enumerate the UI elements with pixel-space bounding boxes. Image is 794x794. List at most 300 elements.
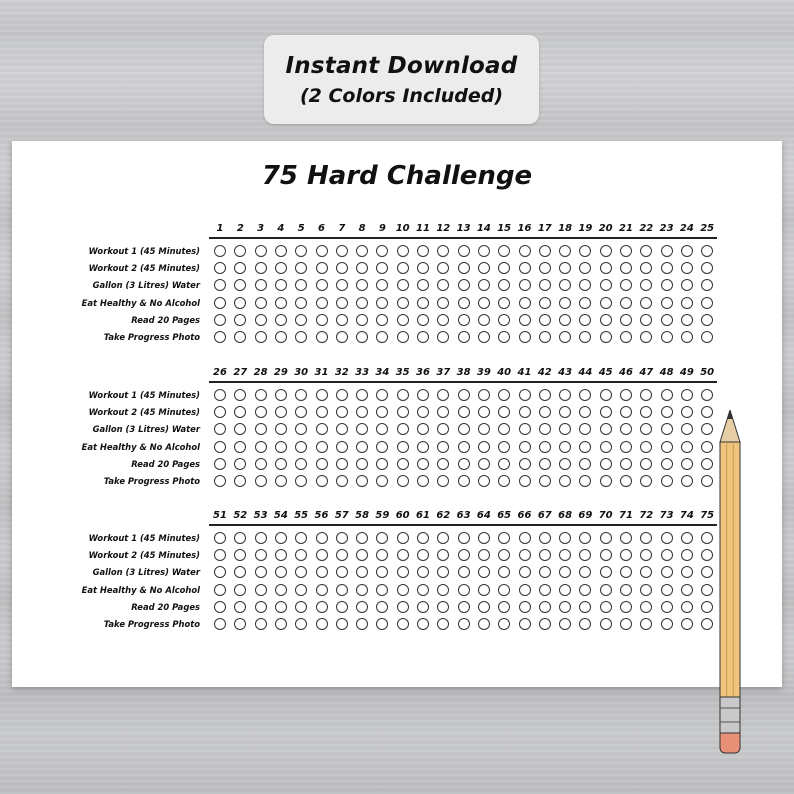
- day-checkbox[interactable]: [275, 245, 287, 257]
- day-checkbox[interactable]: [681, 297, 693, 309]
- day-checkbox[interactable]: [255, 532, 267, 544]
- day-checkbox[interactable]: [640, 423, 652, 435]
- day-checkbox[interactable]: [681, 584, 693, 596]
- day-checkbox[interactable]: [397, 279, 409, 291]
- day-checkbox[interactable]: [316, 549, 328, 561]
- day-checkbox[interactable]: [356, 584, 368, 596]
- day-checkbox[interactable]: [437, 532, 449, 544]
- day-checkbox[interactable]: [661, 406, 673, 418]
- day-checkbox[interactable]: [437, 441, 449, 453]
- day-checkbox[interactable]: [417, 314, 429, 326]
- day-checkbox[interactable]: [255, 406, 267, 418]
- day-checkbox[interactable]: [519, 423, 531, 435]
- day-checkbox[interactable]: [661, 601, 673, 613]
- day-checkbox[interactable]: [681, 549, 693, 561]
- day-checkbox[interactable]: [519, 566, 531, 578]
- day-checkbox[interactable]: [701, 458, 713, 470]
- day-checkbox[interactable]: [234, 532, 246, 544]
- day-checkbox[interactable]: [214, 245, 226, 257]
- day-checkbox[interactable]: [255, 279, 267, 291]
- day-checkbox[interactable]: [701, 262, 713, 274]
- day-checkbox[interactable]: [376, 532, 388, 544]
- day-checkbox[interactable]: [295, 566, 307, 578]
- day-checkbox[interactable]: [275, 566, 287, 578]
- day-checkbox[interactable]: [701, 475, 713, 487]
- day-checkbox[interactable]: [234, 458, 246, 470]
- day-checkbox[interactable]: [559, 458, 571, 470]
- day-checkbox[interactable]: [275, 584, 287, 596]
- day-checkbox[interactable]: [295, 618, 307, 630]
- day-checkbox[interactable]: [356, 532, 368, 544]
- day-checkbox[interactable]: [255, 549, 267, 561]
- day-checkbox[interactable]: [640, 584, 652, 596]
- day-checkbox[interactable]: [600, 389, 612, 401]
- day-checkbox[interactable]: [478, 279, 490, 291]
- day-checkbox[interactable]: [620, 458, 632, 470]
- day-checkbox[interactable]: [397, 458, 409, 470]
- day-checkbox[interactable]: [681, 458, 693, 470]
- day-checkbox[interactable]: [234, 245, 246, 257]
- day-checkbox[interactable]: [275, 601, 287, 613]
- day-checkbox[interactable]: [397, 549, 409, 561]
- day-checkbox[interactable]: [275, 389, 287, 401]
- day-checkbox[interactable]: [620, 532, 632, 544]
- day-checkbox[interactable]: [498, 406, 510, 418]
- day-checkbox[interactable]: [661, 618, 673, 630]
- day-checkbox[interactable]: [600, 532, 612, 544]
- day-checkbox[interactable]: [681, 475, 693, 487]
- day-checkbox[interactable]: [620, 475, 632, 487]
- day-checkbox[interactable]: [376, 566, 388, 578]
- day-checkbox[interactable]: [681, 601, 693, 613]
- day-checkbox[interactable]: [498, 331, 510, 343]
- day-checkbox[interactable]: [620, 423, 632, 435]
- day-checkbox[interactable]: [640, 549, 652, 561]
- day-checkbox[interactable]: [336, 584, 348, 596]
- day-checkbox[interactable]: [519, 549, 531, 561]
- day-checkbox[interactable]: [234, 262, 246, 274]
- day-checkbox[interactable]: [437, 475, 449, 487]
- day-checkbox[interactable]: [498, 441, 510, 453]
- day-checkbox[interactable]: [316, 262, 328, 274]
- day-checkbox[interactable]: [478, 618, 490, 630]
- day-checkbox[interactable]: [275, 549, 287, 561]
- day-checkbox[interactable]: [458, 245, 470, 257]
- day-checkbox[interactable]: [519, 389, 531, 401]
- day-checkbox[interactable]: [519, 297, 531, 309]
- day-checkbox[interactable]: [376, 406, 388, 418]
- day-checkbox[interactable]: [640, 389, 652, 401]
- day-checkbox[interactable]: [600, 331, 612, 343]
- day-checkbox[interactable]: [376, 245, 388, 257]
- day-checkbox[interactable]: [458, 475, 470, 487]
- day-checkbox[interactable]: [234, 279, 246, 291]
- day-checkbox[interactable]: [316, 314, 328, 326]
- day-checkbox[interactable]: [579, 279, 591, 291]
- day-checkbox[interactable]: [437, 423, 449, 435]
- day-checkbox[interactable]: [376, 458, 388, 470]
- day-checkbox[interactable]: [681, 389, 693, 401]
- day-checkbox[interactable]: [356, 566, 368, 578]
- day-checkbox[interactable]: [376, 423, 388, 435]
- day-checkbox[interactable]: [559, 549, 571, 561]
- day-checkbox[interactable]: [519, 262, 531, 274]
- day-checkbox[interactable]: [539, 532, 551, 544]
- day-checkbox[interactable]: [458, 297, 470, 309]
- day-checkbox[interactable]: [417, 532, 429, 544]
- day-checkbox[interactable]: [478, 423, 490, 435]
- day-checkbox[interactable]: [458, 279, 470, 291]
- day-checkbox[interactable]: [519, 406, 531, 418]
- day-checkbox[interactable]: [701, 549, 713, 561]
- day-checkbox[interactable]: [356, 279, 368, 291]
- day-checkbox[interactable]: [579, 389, 591, 401]
- day-checkbox[interactable]: [397, 245, 409, 257]
- day-checkbox[interactable]: [661, 441, 673, 453]
- day-checkbox[interactable]: [356, 441, 368, 453]
- day-checkbox[interactable]: [417, 331, 429, 343]
- day-checkbox[interactable]: [539, 245, 551, 257]
- day-checkbox[interactable]: [539, 458, 551, 470]
- day-checkbox[interactable]: [437, 458, 449, 470]
- day-checkbox[interactable]: [255, 331, 267, 343]
- day-checkbox[interactable]: [336, 549, 348, 561]
- day-checkbox[interactable]: [458, 314, 470, 326]
- day-checkbox[interactable]: [376, 475, 388, 487]
- day-checkbox[interactable]: [478, 458, 490, 470]
- day-checkbox[interactable]: [214, 549, 226, 561]
- day-checkbox[interactable]: [519, 458, 531, 470]
- day-checkbox[interactable]: [498, 297, 510, 309]
- day-checkbox[interactable]: [519, 532, 531, 544]
- day-checkbox[interactable]: [417, 423, 429, 435]
- day-checkbox[interactable]: [620, 245, 632, 257]
- day-checkbox[interactable]: [458, 566, 470, 578]
- day-checkbox[interactable]: [458, 406, 470, 418]
- day-checkbox[interactable]: [397, 423, 409, 435]
- day-checkbox[interactable]: [559, 245, 571, 257]
- day-checkbox[interactable]: [661, 475, 673, 487]
- day-checkbox[interactable]: [498, 458, 510, 470]
- day-checkbox[interactable]: [417, 279, 429, 291]
- day-checkbox[interactable]: [214, 389, 226, 401]
- day-checkbox[interactable]: [579, 566, 591, 578]
- day-checkbox[interactable]: [701, 532, 713, 544]
- day-checkbox[interactable]: [417, 441, 429, 453]
- day-checkbox[interactable]: [397, 618, 409, 630]
- day-checkbox[interactable]: [397, 566, 409, 578]
- day-checkbox[interactable]: [519, 245, 531, 257]
- day-checkbox[interactable]: [559, 601, 571, 613]
- day-checkbox[interactable]: [376, 441, 388, 453]
- day-checkbox[interactable]: [336, 618, 348, 630]
- day-checkbox[interactable]: [417, 262, 429, 274]
- day-checkbox[interactable]: [295, 406, 307, 418]
- day-checkbox[interactable]: [519, 601, 531, 613]
- day-checkbox[interactable]: [397, 584, 409, 596]
- day-checkbox[interactable]: [437, 245, 449, 257]
- day-checkbox[interactable]: [417, 389, 429, 401]
- day-checkbox[interactable]: [478, 441, 490, 453]
- day-checkbox[interactable]: [316, 601, 328, 613]
- day-checkbox[interactable]: [255, 441, 267, 453]
- day-checkbox[interactable]: [234, 475, 246, 487]
- day-checkbox[interactable]: [478, 331, 490, 343]
- day-checkbox[interactable]: [640, 532, 652, 544]
- day-checkbox[interactable]: [295, 441, 307, 453]
- day-checkbox[interactable]: [336, 532, 348, 544]
- day-checkbox[interactable]: [640, 297, 652, 309]
- day-checkbox[interactable]: [458, 441, 470, 453]
- day-checkbox[interactable]: [640, 618, 652, 630]
- day-checkbox[interactable]: [559, 279, 571, 291]
- day-checkbox[interactable]: [539, 406, 551, 418]
- day-checkbox[interactable]: [519, 584, 531, 596]
- day-checkbox[interactable]: [701, 389, 713, 401]
- day-checkbox[interactable]: [316, 618, 328, 630]
- day-checkbox[interactable]: [437, 601, 449, 613]
- day-checkbox[interactable]: [681, 245, 693, 257]
- day-checkbox[interactable]: [498, 389, 510, 401]
- day-checkbox[interactable]: [620, 262, 632, 274]
- day-checkbox[interactable]: [397, 314, 409, 326]
- day-checkbox[interactable]: [701, 406, 713, 418]
- day-checkbox[interactable]: [255, 389, 267, 401]
- day-checkbox[interactable]: [600, 549, 612, 561]
- day-checkbox[interactable]: [316, 441, 328, 453]
- day-checkbox[interactable]: [356, 618, 368, 630]
- day-checkbox[interactable]: [559, 441, 571, 453]
- day-checkbox[interactable]: [478, 262, 490, 274]
- day-checkbox[interactable]: [255, 584, 267, 596]
- day-checkbox[interactable]: [539, 297, 551, 309]
- day-checkbox[interactable]: [620, 584, 632, 596]
- day-checkbox[interactable]: [376, 389, 388, 401]
- day-checkbox[interactable]: [214, 279, 226, 291]
- day-checkbox[interactable]: [234, 549, 246, 561]
- day-checkbox[interactable]: [316, 406, 328, 418]
- day-checkbox[interactable]: [559, 618, 571, 630]
- day-checkbox[interactable]: [681, 262, 693, 274]
- day-checkbox[interactable]: [295, 532, 307, 544]
- day-checkbox[interactable]: [681, 618, 693, 630]
- day-checkbox[interactable]: [701, 423, 713, 435]
- day-checkbox[interactable]: [579, 245, 591, 257]
- day-checkbox[interactable]: [600, 475, 612, 487]
- day-checkbox[interactable]: [519, 441, 531, 453]
- day-checkbox[interactable]: [417, 584, 429, 596]
- day-checkbox[interactable]: [275, 297, 287, 309]
- day-checkbox[interactable]: [539, 566, 551, 578]
- day-checkbox[interactable]: [295, 475, 307, 487]
- day-checkbox[interactable]: [640, 601, 652, 613]
- day-checkbox[interactable]: [458, 389, 470, 401]
- day-checkbox[interactable]: [295, 297, 307, 309]
- day-checkbox[interactable]: [214, 406, 226, 418]
- day-checkbox[interactable]: [376, 262, 388, 274]
- day-checkbox[interactable]: [295, 279, 307, 291]
- day-checkbox[interactable]: [681, 406, 693, 418]
- day-checkbox[interactable]: [600, 406, 612, 418]
- day-checkbox[interactable]: [498, 475, 510, 487]
- day-checkbox[interactable]: [478, 245, 490, 257]
- day-checkbox[interactable]: [498, 279, 510, 291]
- day-checkbox[interactable]: [478, 532, 490, 544]
- day-checkbox[interactable]: [275, 314, 287, 326]
- day-checkbox[interactable]: [397, 601, 409, 613]
- day-checkbox[interactable]: [336, 406, 348, 418]
- day-checkbox[interactable]: [620, 566, 632, 578]
- day-checkbox[interactable]: [579, 458, 591, 470]
- day-checkbox[interactable]: [214, 423, 226, 435]
- day-checkbox[interactable]: [478, 566, 490, 578]
- day-checkbox[interactable]: [661, 279, 673, 291]
- day-checkbox[interactable]: [214, 458, 226, 470]
- day-checkbox[interactable]: [701, 566, 713, 578]
- day-checkbox[interactable]: [316, 566, 328, 578]
- day-checkbox[interactable]: [275, 262, 287, 274]
- day-checkbox[interactable]: [600, 458, 612, 470]
- day-checkbox[interactable]: [376, 584, 388, 596]
- day-checkbox[interactable]: [579, 618, 591, 630]
- day-checkbox[interactable]: [498, 618, 510, 630]
- day-checkbox[interactable]: [417, 549, 429, 561]
- day-checkbox[interactable]: [316, 475, 328, 487]
- day-checkbox[interactable]: [397, 406, 409, 418]
- day-checkbox[interactable]: [376, 279, 388, 291]
- day-checkbox[interactable]: [559, 566, 571, 578]
- day-checkbox[interactable]: [397, 262, 409, 274]
- day-checkbox[interactable]: [397, 297, 409, 309]
- day-checkbox[interactable]: [681, 279, 693, 291]
- day-checkbox[interactable]: [539, 584, 551, 596]
- day-checkbox[interactable]: [336, 331, 348, 343]
- day-checkbox[interactable]: [437, 297, 449, 309]
- day-checkbox[interactable]: [214, 618, 226, 630]
- day-checkbox[interactable]: [295, 389, 307, 401]
- day-checkbox[interactable]: [498, 245, 510, 257]
- day-checkbox[interactable]: [701, 601, 713, 613]
- day-checkbox[interactable]: [498, 566, 510, 578]
- day-checkbox[interactable]: [661, 314, 673, 326]
- day-checkbox[interactable]: [295, 584, 307, 596]
- day-checkbox[interactable]: [417, 618, 429, 630]
- day-checkbox[interactable]: [458, 262, 470, 274]
- day-checkbox[interactable]: [579, 475, 591, 487]
- day-checkbox[interactable]: [640, 566, 652, 578]
- day-checkbox[interactable]: [620, 331, 632, 343]
- day-checkbox[interactable]: [255, 618, 267, 630]
- day-checkbox[interactable]: [519, 279, 531, 291]
- day-checkbox[interactable]: [275, 441, 287, 453]
- day-checkbox[interactable]: [701, 245, 713, 257]
- day-checkbox[interactable]: [356, 406, 368, 418]
- day-checkbox[interactable]: [701, 314, 713, 326]
- day-checkbox[interactable]: [661, 566, 673, 578]
- day-checkbox[interactable]: [295, 423, 307, 435]
- day-checkbox[interactable]: [356, 458, 368, 470]
- day-checkbox[interactable]: [316, 279, 328, 291]
- day-checkbox[interactable]: [336, 566, 348, 578]
- day-checkbox[interactable]: [214, 441, 226, 453]
- day-checkbox[interactable]: [620, 314, 632, 326]
- day-checkbox[interactable]: [356, 549, 368, 561]
- day-checkbox[interactable]: [600, 601, 612, 613]
- day-checkbox[interactable]: [498, 549, 510, 561]
- day-checkbox[interactable]: [620, 618, 632, 630]
- day-checkbox[interactable]: [214, 532, 226, 544]
- day-checkbox[interactable]: [539, 549, 551, 561]
- day-checkbox[interactable]: [620, 441, 632, 453]
- day-checkbox[interactable]: [214, 601, 226, 613]
- day-checkbox[interactable]: [255, 458, 267, 470]
- day-checkbox[interactable]: [417, 245, 429, 257]
- day-checkbox[interactable]: [234, 423, 246, 435]
- day-checkbox[interactable]: [681, 314, 693, 326]
- day-checkbox[interactable]: [376, 549, 388, 561]
- day-checkbox[interactable]: [234, 406, 246, 418]
- day-checkbox[interactable]: [498, 532, 510, 544]
- day-checkbox[interactable]: [437, 331, 449, 343]
- day-checkbox[interactable]: [620, 279, 632, 291]
- day-checkbox[interactable]: [356, 314, 368, 326]
- day-checkbox[interactable]: [316, 584, 328, 596]
- day-checkbox[interactable]: [620, 549, 632, 561]
- day-checkbox[interactable]: [417, 475, 429, 487]
- day-checkbox[interactable]: [559, 423, 571, 435]
- day-checkbox[interactable]: [336, 423, 348, 435]
- day-checkbox[interactable]: [559, 532, 571, 544]
- day-checkbox[interactable]: [681, 423, 693, 435]
- day-checkbox[interactable]: [579, 331, 591, 343]
- day-checkbox[interactable]: [458, 458, 470, 470]
- day-checkbox[interactable]: [336, 601, 348, 613]
- day-checkbox[interactable]: [234, 314, 246, 326]
- day-checkbox[interactable]: [559, 406, 571, 418]
- day-checkbox[interactable]: [255, 601, 267, 613]
- day-checkbox[interactable]: [478, 584, 490, 596]
- day-checkbox[interactable]: [458, 532, 470, 544]
- day-checkbox[interactable]: [640, 262, 652, 274]
- day-checkbox[interactable]: [295, 331, 307, 343]
- day-checkbox[interactable]: [600, 566, 612, 578]
- day-checkbox[interactable]: [600, 423, 612, 435]
- day-checkbox[interactable]: [437, 279, 449, 291]
- day-checkbox[interactable]: [376, 601, 388, 613]
- day-checkbox[interactable]: [376, 314, 388, 326]
- day-checkbox[interactable]: [579, 532, 591, 544]
- day-checkbox[interactable]: [640, 458, 652, 470]
- day-checkbox[interactable]: [437, 262, 449, 274]
- day-checkbox[interactable]: [356, 331, 368, 343]
- day-checkbox[interactable]: [579, 423, 591, 435]
- day-checkbox[interactable]: [661, 262, 673, 274]
- day-checkbox[interactable]: [600, 245, 612, 257]
- day-checkbox[interactable]: [437, 584, 449, 596]
- day-checkbox[interactable]: [519, 331, 531, 343]
- day-checkbox[interactable]: [255, 475, 267, 487]
- day-checkbox[interactable]: [336, 262, 348, 274]
- day-checkbox[interactable]: [620, 601, 632, 613]
- day-checkbox[interactable]: [661, 532, 673, 544]
- day-checkbox[interactable]: [437, 549, 449, 561]
- day-checkbox[interactable]: [539, 279, 551, 291]
- day-checkbox[interactable]: [336, 389, 348, 401]
- day-checkbox[interactable]: [356, 262, 368, 274]
- day-checkbox[interactable]: [458, 549, 470, 561]
- day-checkbox[interactable]: [559, 584, 571, 596]
- day-checkbox[interactable]: [478, 601, 490, 613]
